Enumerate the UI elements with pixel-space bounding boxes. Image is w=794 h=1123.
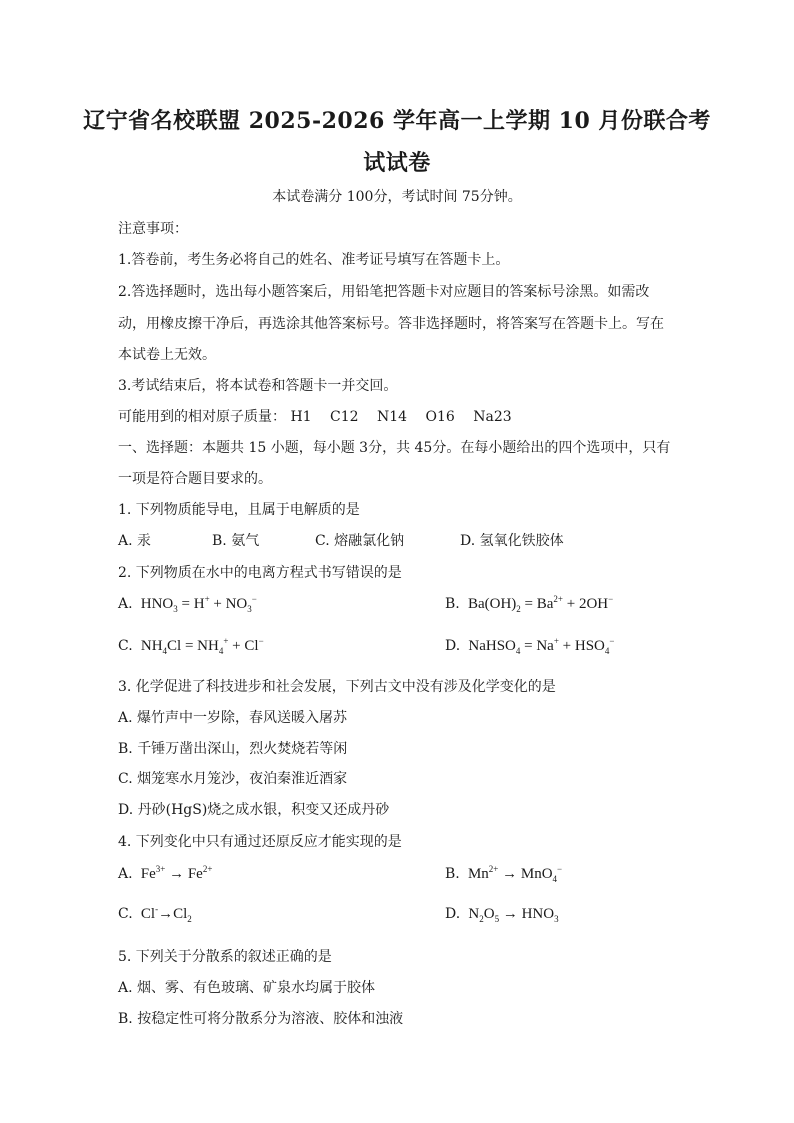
exam-title-line2: 试试卷 xyxy=(363,150,431,176)
option-a xyxy=(118,596,257,613)
atomic-mass-item: C12 xyxy=(330,409,359,425)
equation: $N_2O_5 \to HNO_3$ xyxy=(464,906,559,924)
question-stem: 2. 下列物质在水中的电离方程式书写错误的是 xyxy=(118,565,402,581)
option-a: A. 汞 xyxy=(118,533,152,549)
atomic-mass-item: Na23 xyxy=(473,409,512,425)
option-d xyxy=(445,638,614,655)
question-stem: 3. 化学促进了科技进步和社会发展，下列古文中没有涉及化学变化的是 xyxy=(118,679,556,695)
equation: NaHSO$_4$ = $Na^+ + HSO_4^-$ xyxy=(464,636,615,656)
section-instructions: 一、选择题：本题共 15 小题，每小题 3分，共 45分。在每小题给出的四个选项中，只有 xyxy=(118,440,671,456)
note-line: 2.答选择题时，选出每小题答案后，用铅笔把答题卡对应题目的答案标号涂黑。如需改 xyxy=(118,284,650,300)
option-label: D. xyxy=(445,638,461,654)
option-b xyxy=(445,866,562,883)
exam-title-line1: 辽宁省名校联盟 2025-2026 学年高一上学期 10 月份联合考 xyxy=(83,108,711,134)
atomic-mass-label: 可能用到的相对原子质量： xyxy=(118,409,286,425)
question-stem: 1. 下列物质能导电，且属于电解质的是 xyxy=(118,502,360,518)
atomic-mass-line xyxy=(118,406,512,426)
option-label: A. xyxy=(118,866,133,882)
option-c xyxy=(118,638,264,655)
equation: $HNO_3 = H^+ + NO_3^-$ xyxy=(137,594,257,614)
option-a xyxy=(118,866,212,883)
note-line: 3.考试结束后，将本试卷和答题卡一并交回。 xyxy=(118,378,398,394)
option-a: A. 爆竹声中一岁除，春风送暖入屠苏 xyxy=(118,710,348,726)
option-b: B. 氨气 xyxy=(212,533,260,549)
option-label: C. xyxy=(118,638,133,654)
option-c xyxy=(118,906,192,923)
equation: $Ba(OH)_2 = Ba^{2+} + 2OH^-$ xyxy=(464,594,614,614)
question-stem: 5. 下列关于分散系的叙述正确的是 xyxy=(118,949,332,965)
option-d: D. 丹砂(HgS)烧之成水银，积变又还成丹砂 xyxy=(118,802,390,818)
equation: $Fe^{3+} \to Fe^{2+}$ xyxy=(137,864,213,882)
option-c: C. 烟笼寒水月笼沙，夜泊秦淮近酒家 xyxy=(118,771,348,787)
option-label: B. xyxy=(445,596,460,612)
option-label: D. xyxy=(445,906,461,922)
atomic-mass-item: H1 xyxy=(290,409,312,425)
equation: $Cl^-\to Cl_2$ xyxy=(137,904,192,924)
question-stem: 4. 下列变化中只有通过还原反应才能实现的是 xyxy=(118,834,402,850)
equation: $NH_4Cl = NH_4^+ + Cl^-$ xyxy=(137,636,264,656)
option-d xyxy=(445,906,559,923)
option-label: C. xyxy=(118,906,133,922)
option-label: A. xyxy=(118,596,133,612)
option-a: A. 烟、雾、有色玻璃、矿泉水均属于胶体 xyxy=(118,980,376,996)
option-b: B. 千锤万凿出深山，烈火焚烧若等闲 xyxy=(118,741,348,757)
option-c: C. 熔融氯化钠 xyxy=(315,533,405,549)
note-line: 1.答卷前，考生务必将自己的姓名、准考证号填写在答题卡上。 xyxy=(118,252,510,268)
option-label: B. xyxy=(445,866,460,882)
exam-subtitle: 本试卷满分 100分，考试时间 75分钟。 xyxy=(272,189,522,205)
atomic-mass-item: N14 xyxy=(377,409,408,425)
note-line: 动，用橡皮擦干净后，再选涂其他答案标号。答非选择题时，将答案写在答题卡上。写在 xyxy=(118,316,664,332)
option-b: B. 按稳定性可将分散系分为溶液、胶体和浊液 xyxy=(118,1011,404,1027)
option-d: D. 氢氧化铁胶体 xyxy=(460,533,564,549)
option-b xyxy=(445,596,613,613)
atomic-mass-item: O16 xyxy=(425,409,455,425)
equation: $Mn^{2+} \to MnO_4^-$ xyxy=(464,864,563,884)
notes-heading: 注意事项： xyxy=(118,221,188,237)
section-instructions: 一项是符合题目要求的。 xyxy=(118,471,272,487)
note-line: 本试卷上无效。 xyxy=(118,347,216,363)
